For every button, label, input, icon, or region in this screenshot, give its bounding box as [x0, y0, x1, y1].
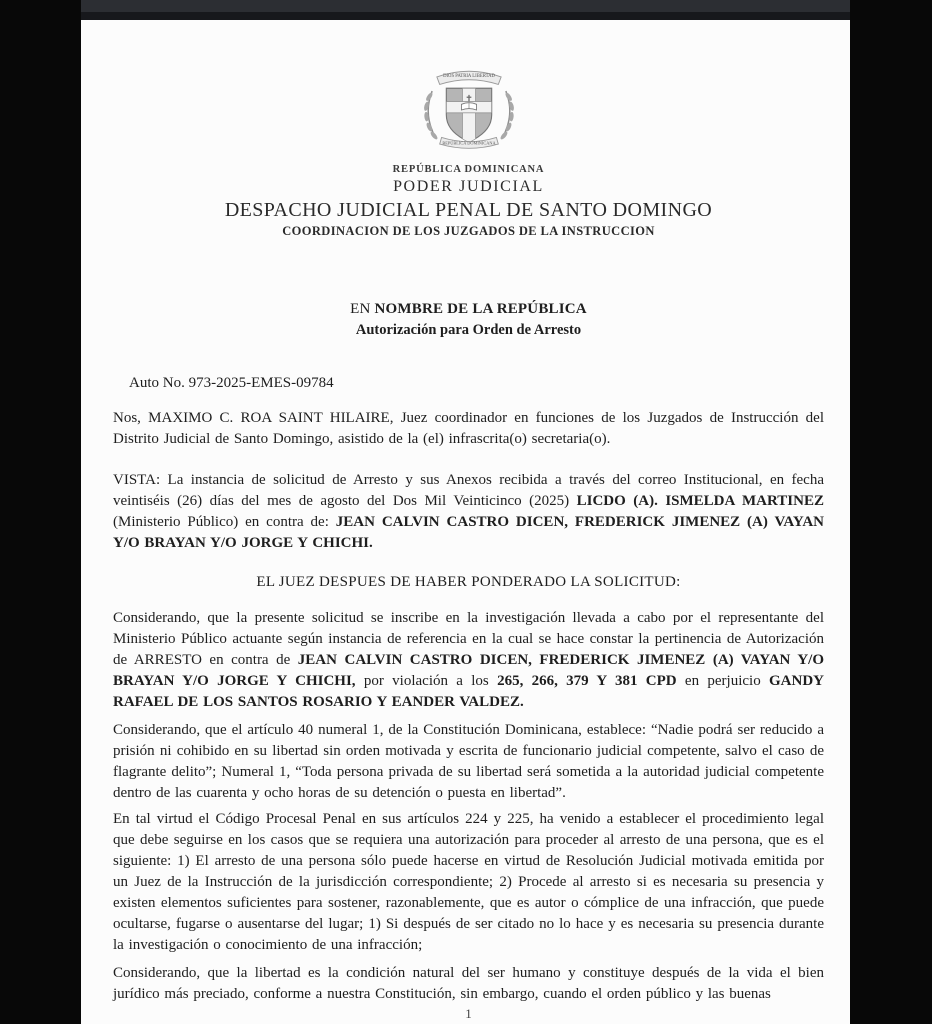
page-number: 1 — [465, 1006, 472, 1021]
emblem-container — [113, 20, 824, 158]
mid-section-heading: EL JUEZ DESPUES DE HABER PONDERADO LA SOLICITUD: — [256, 574, 681, 590]
paragraph-juez-intro: Nos, MAXIMO C. ROA SAINT HILAIRE, Juez coordinador en funciones de los Juzgados de Instrucción del Distrito Judicial de Santo Domingo, asistido de la (el) infrascrita(o) secretaria(o). — [113, 410, 824, 447]
document-page[interactable] — [81, 20, 850, 1024]
header-coordinacion-juzgados: COORDINACION DE LOS JUZGADOS DE LA INSTRUCCION — [282, 224, 655, 238]
paragraph-considerando-articulo-40: Considerando, que el artículo 40 numeral 1, de la Constitución Dominicana, establece: “Nadie podrá ser reducido a prisión ni cohibido en su libertad sin orden motivada y escrita de funcionario judicial competente, salvo el caso de flagrante delito”; Numeral 1, “Toda persona privada de su libertad será sometida a la autoridad judicial competente dentro de las cuarenta y ocho horas de su detención o puesta en libertad”. — [113, 722, 824, 801]
header-republica-dominicana: REPÚBLICA DOMINICANA — [392, 164, 545, 175]
header-despacho-judicial: DESPACHO JUDICIAL PENAL DE SANTO DOMINGO — [224, 199, 713, 221]
case-number: Auto No. 973-2025-EMES-09784 — [129, 375, 334, 391]
paragraph-considerando-libertad: Considerando, que la libertad es la condición natural del ser humano y constituye después de la vida el bien jurídico más preciado, conforme a nuestra Constitución, sin embargo, cuando el orden público y las buenas — [113, 965, 824, 1002]
emblem-top-ribbon-text: DIOS PATRIA LIBERTAD — [442, 73, 495, 79]
paragraph-considerando-solicitud: Considerando, que la presente solicitud se inscribe en la investigación llevada a cabo por el representante del Ministerio Público actuante según instancia de referencia en la cual se hace constar la pertinencia de Autorización de ARRESTO en contra de JEAN CALVIN CASTRO DICEN, FREDERICK JIMENEZ (A) VAYAN Y/O BRAYAN Y/O JORGE Y CHICHI, por violación a los 265, 266, 379 Y 381 CPD en perjuicio GANDY RAFAEL DE LOS SANTOS ROSARIO Y EANDER VALDEZ. — [113, 610, 825, 710]
document-subtitle: Autorización para Orden de Arresto — [355, 322, 582, 338]
emblem-bottom-ribbon-text: REPÚBLICA DOMINICANA — [441, 140, 496, 146]
paragraph-vista: VISTA: La instancia de solicitud de Arresto y sus Anexos recibida a través del correo Institucional, en fecha veintiséis (26) días del mes de agosto del Dos Mil Veinticinco (2025) LICDO (A). ISMELDA MARTINEZ (Ministerio Público) en contra de: JEAN CALVIN CASTRO DICEN, FREDERICK JIMENEZ (A) VAYAN Y/O BRAYAN Y/O JORGE Y CHICHI. — [113, 472, 824, 551]
header-poder-judicial: PODER JUDICIAL — [393, 178, 544, 195]
page-top-shadow-edge — [81, 12, 850, 20]
document-title: EN NOMBRE DE LA REPÚBLICA — [350, 301, 587, 317]
document-column — [81, 0, 850, 1024]
window-chrome-bar — [81, 0, 850, 12]
paragraph-codigo-procesal-penal: En tal virtud el Código Procesal Penal en sus artículos 224 y 225, ha venido a establecer el procedimiento legal que debe seguirse en los casos que se requiera una autorización para proceder al arresto de una persona, que es el siguiente: 1) El arresto de una persona sólo puede hacerse en virtud de Resolución Judicial motivada emitida por un Juez de la Instrucción de la jurisdicción correspondiente; 2) Procede al arresto si es necesaria su presencia y existen elementos suficientes para sostener, razonablemente, que es autor o cómplice de una infracción, que puede ocultarse, fugarse o ausentarse del lugar; 1) Si después de ser citado no lo hace y es necesaria su presencia durante la investigación o conocimiento de una infracción; — [113, 811, 824, 953]
dominican-coat-of-arms-icon — [417, 62, 521, 158]
